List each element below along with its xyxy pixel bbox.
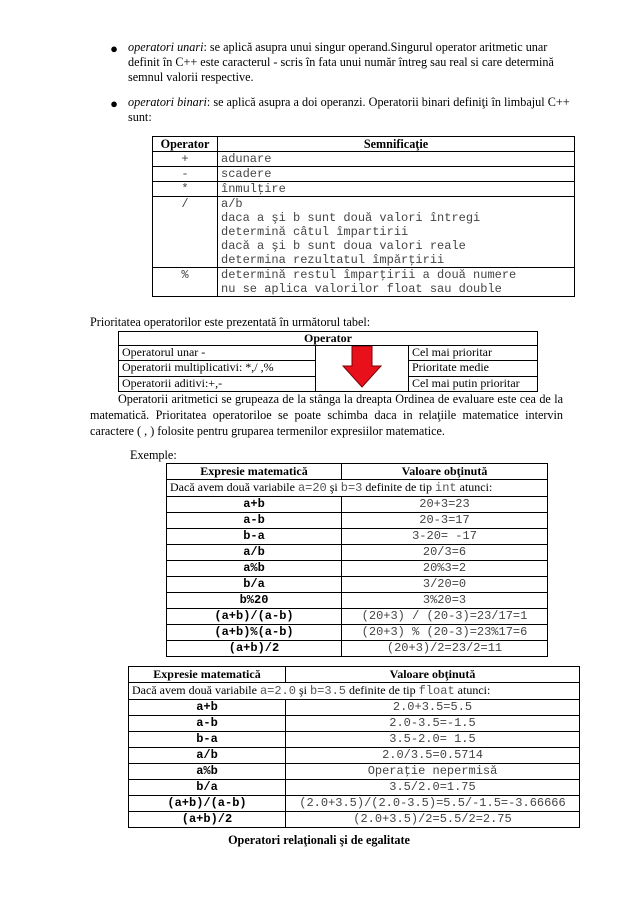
note-text: Dacă avem două variabile <box>170 480 298 494</box>
down-arrow-icon <box>342 346 382 388</box>
float-example-table <box>128 666 580 828</box>
table-row <box>129 683 580 700</box>
priority-group-cell: Operatorul unar - <box>119 346 316 361</box>
priority-table <box>118 331 538 392</box>
expression-cell: a%b <box>129 764 286 780</box>
value-cell: 20/3=6 <box>342 545 548 561</box>
note-text: atunci: <box>454 683 491 697</box>
bullet-term: operatori unari <box>128 40 204 54</box>
table-row <box>167 625 548 641</box>
table-header: Expresie matematică <box>167 464 342 480</box>
value-cell: (2.0+3.5)/(2.0-3.5)=5.5/-1.5=-3.66666 <box>286 796 580 812</box>
table-row <box>153 152 575 167</box>
table-row <box>153 182 575 197</box>
operator-cell: * <box>153 182 218 197</box>
table-header: Operator <box>119 332 538 346</box>
expression-cell: (a+b)/(a-b) <box>167 609 342 625</box>
variables-note <box>129 683 580 700</box>
value-cell: 3%20=3 <box>342 593 548 609</box>
note-code: float <box>418 684 455 698</box>
table-row <box>167 641 548 657</box>
table-row <box>167 545 548 561</box>
value-cell: 20+3=23 <box>342 497 548 513</box>
table-row <box>167 497 548 513</box>
note-text: definite de tip <box>362 480 436 494</box>
table-row <box>129 780 580 796</box>
meaning-cell <box>218 167 575 182</box>
note-code: int <box>435 481 457 495</box>
expression-cell: b-a <box>167 529 342 545</box>
operator-cell: + <box>153 152 218 167</box>
meaning-line: scadere <box>221 167 272 181</box>
expression-cell: a+b <box>129 700 286 716</box>
table-row <box>129 764 580 780</box>
priority-group-cell: Operatorii aditivi:+,- <box>119 376 316 391</box>
table-row <box>129 716 580 732</box>
priority-intro: Prioritatea operatorilor este prezentată în următorul tabel: <box>90 315 371 329</box>
int-example-table <box>166 463 548 657</box>
expression-cell: a-b <box>167 513 342 529</box>
table-row <box>153 197 575 268</box>
priority-level-cell: Cel mai putin prioritar <box>409 376 538 391</box>
variables-note <box>167 480 548 497</box>
table-row <box>167 480 548 497</box>
value-cell: (20+3)/2=23/2=11 <box>342 641 548 657</box>
priority-level-cell: Prioritate medie <box>409 361 538 376</box>
expression-cell: b%20 <box>167 593 342 609</box>
table-row <box>119 346 538 361</box>
value-cell: 3.5/2.0=1.75 <box>286 780 580 796</box>
expression-cell: b-a <box>129 732 286 748</box>
operator-cell: / <box>153 197 218 268</box>
expression-cell: (a+b)%(a-b) <box>167 625 342 641</box>
value-cell: 3-20= -17 <box>342 529 548 545</box>
operator-table <box>152 136 575 297</box>
table-row <box>129 732 580 748</box>
meaning-cell <box>218 152 575 167</box>
expression-cell: a/b <box>167 545 342 561</box>
note-code: a=2.0 <box>259 684 296 698</box>
operator-cell: % <box>153 268 218 297</box>
operator-cell: - <box>153 167 218 182</box>
table-row <box>129 700 580 716</box>
table-header: Expresie matematică <box>129 667 286 683</box>
meaning-line: daca a şi b sunt două valori întregi <box>221 211 481 225</box>
value-cell: (20+3) % (20-3)=23%17=6 <box>342 625 548 641</box>
table-row <box>153 167 575 182</box>
bullet-item-binary <box>128 95 578 125</box>
table-row <box>167 529 548 545</box>
note-text: definite de tip <box>345 683 419 697</box>
expression-cell: (a+b)/2 <box>129 812 286 828</box>
expression-cell: a+b <box>167 497 342 513</box>
priority-group-cell: Operatorii multiplicativi: *,/ ,% <box>119 361 316 376</box>
table-row <box>167 593 548 609</box>
table-header: Semnificaţie <box>218 137 575 152</box>
table-row <box>167 577 548 593</box>
table-row <box>129 748 580 764</box>
examples-label: Exemple: <box>130 448 177 462</box>
note-text: Dacă avem două variabile <box>132 683 260 697</box>
table-header: Valoare obţinută <box>286 667 580 683</box>
value-cell: (20+3) / (20-3)=23/17=1 <box>342 609 548 625</box>
expression-cell: (a+b)/(a-b) <box>129 796 286 812</box>
bullet-marker: ● <box>110 41 118 56</box>
note-text: şi <box>326 480 341 494</box>
value-cell: 2.0/3.5=0.5714 <box>286 748 580 764</box>
meaning-cell <box>218 268 575 297</box>
note-code: b=3.5 <box>309 684 346 698</box>
expression-cell: a%b <box>167 561 342 577</box>
table-row <box>153 268 575 297</box>
priority-arrow-cell <box>316 346 409 392</box>
note-code: a=20 <box>297 481 327 495</box>
value-cell: Operaţie nepermisă <box>286 764 580 780</box>
value-cell: 20%3=2 <box>342 561 548 577</box>
table-row <box>167 513 548 529</box>
bullet-text: : se aplică asupra unui singur operand.Singurul operator aritmetic unar definit în C++ este caracterul - scris în fata unui număr întreg sau real si care determină semnul valorii respective. <box>128 40 554 85</box>
table-row <box>167 561 548 577</box>
bullet-text: : se aplică asupra a doi operanzi. Operatorii binari definiţi în limbajul C++ sunt: <box>128 95 570 125</box>
meaning-cell <box>218 197 575 268</box>
table-header: Valoare obţinută <box>342 464 548 480</box>
section-heading: Operatori relaţionali şi de egalitate <box>228 833 410 847</box>
note-text: atunci: <box>456 480 493 494</box>
meaning-line: adunare <box>221 152 272 166</box>
table-row <box>129 812 580 828</box>
expression-cell: b/a <box>167 577 342 593</box>
value-cell: 20-3=17 <box>342 513 548 529</box>
bullet-term: operatori binari <box>128 95 207 109</box>
value-cell: 2.0-3.5=-1.5 <box>286 716 580 732</box>
table-row <box>129 796 580 812</box>
meaning-line: înmulţire <box>221 182 286 196</box>
bullet-item-unary <box>128 40 578 86</box>
meaning-line: determină restul împarţirii a două numere <box>221 268 517 282</box>
priority-level-cell: Cel mai prioritar <box>409 346 538 361</box>
table-row <box>167 609 548 625</box>
expression-cell: (a+b)/2 <box>167 641 342 657</box>
body-paragraph: Operatorii aritmetici se grupeaza de la stânga la dreapta Ordinea de evaluare este cea de la matematică. Prioritatea operatoriloe se poate schimba daca in relaţiile matematice intervin caractere ( , ) folosite pentru gruparea termenilor expresiilor matematice. <box>90 392 563 438</box>
note-code: b=3 <box>340 481 363 495</box>
table-header: Operator <box>153 137 218 152</box>
expression-cell: a/b <box>129 748 286 764</box>
meaning-line: a/b <box>221 197 243 211</box>
note-text: şi <box>295 683 310 697</box>
meaning-line: determină câtul împartirii <box>221 225 409 239</box>
bullet-marker: ● <box>110 96 118 111</box>
meaning-line: nu se aplica valorilor float sau double <box>221 282 502 296</box>
value-cell: 2.0+3.5=5.5 <box>286 700 580 716</box>
value-cell: 3.5-2.0= 1.5 <box>286 732 580 748</box>
meaning-cell <box>218 182 575 197</box>
value-cell: 3/20=0 <box>342 577 548 593</box>
meaning-line: determina rezultatul împărţirii <box>221 253 445 267</box>
expression-cell: b/a <box>129 780 286 796</box>
expression-cell: a-b <box>129 716 286 732</box>
meaning-line: dacă a şi b sunt doua valori reale <box>221 239 466 253</box>
value-cell: (2.0+3.5)/2=5.5/2=2.75 <box>286 812 580 828</box>
